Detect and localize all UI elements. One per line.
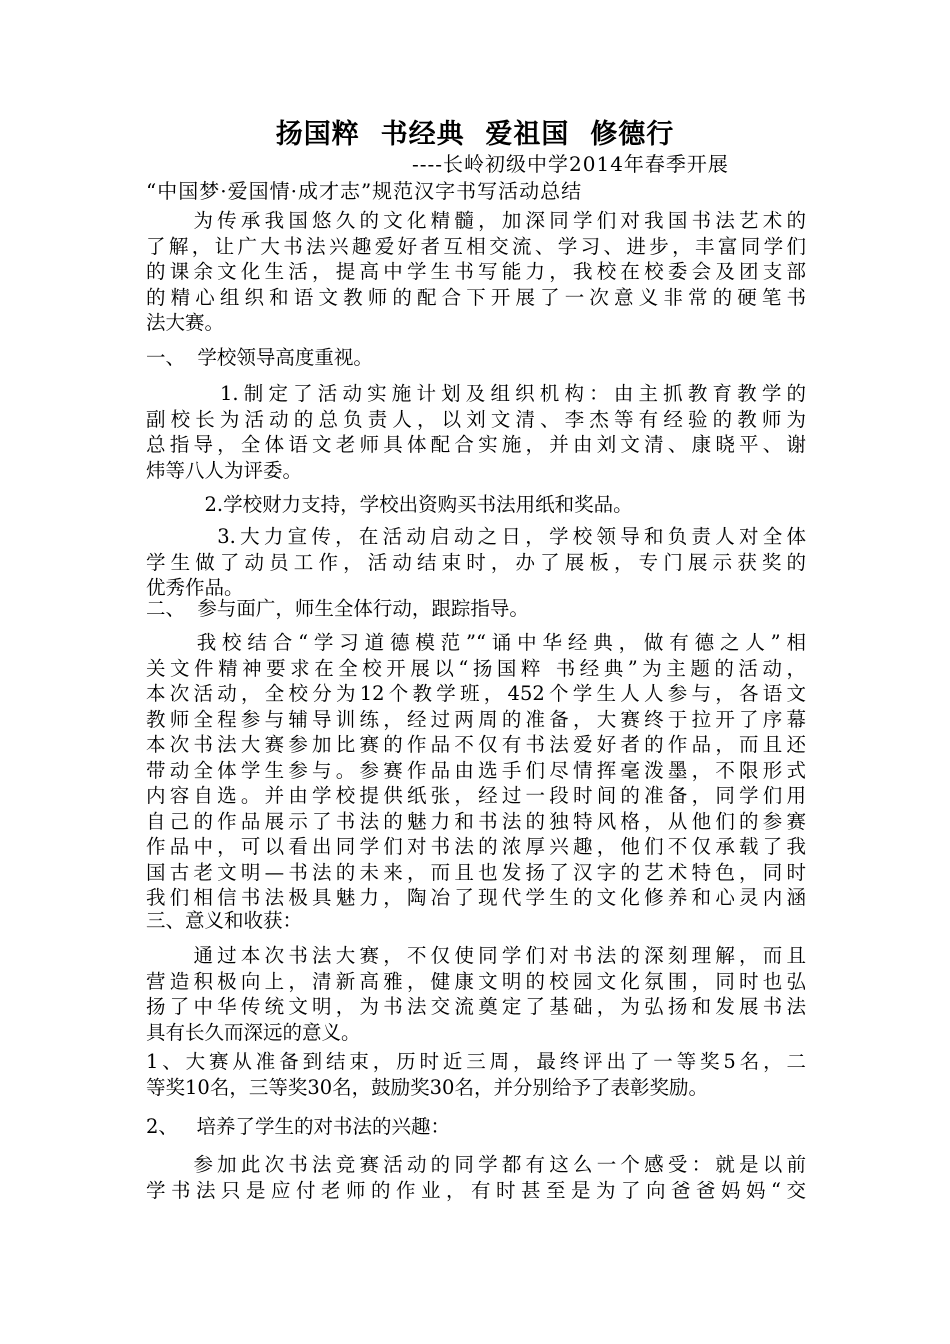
text-line: 等奖10名，三等奖30名，鼓励奖30名，并分别给予了表彰奖励。: [146, 1075, 708, 1099]
section-heading-2: 二、 参与面广，师生全体行动，跟踪指导。: [146, 597, 529, 620]
text-line: 学书法只是应付老师的作业，有时甚至是为了向爸爸妈妈“交: [146, 1178, 806, 1202]
document-subtitle-line1: ----长岭初级中学2014年春季开展: [412, 152, 729, 176]
section-heading-3: 三、意义和收获：: [146, 909, 303, 932]
text-line: 2.学校财力支持，学校出资购买书法用纸和奖品。: [146, 493, 633, 516]
text-line: 为传承我国悠久的文化精髓，加深同学们对我国书法艺术的: [146, 209, 806, 232]
text-line: 关文件精神要求在全校开展以“扬国粹 书经典”为主题的活动，: [146, 656, 806, 680]
text-line: 的精心组织和语文教师的配合下开展了一次意义非常的硬笔书: [146, 285, 806, 309]
text-line: 参加此次书法竞赛活动的同学都有这么一个感受：就是以前: [146, 1153, 806, 1176]
section3-item2-paragraph: [146, 1152, 806, 1203]
text-line: 带动全体学生参与。参赛作品由选手们尽情挥毫泼墨，不限形式: [146, 758, 806, 782]
text-line: 我们相信书法极具魅力，陶冶了现代学生的文化修养和心灵内涵: [146, 886, 806, 909]
section2-paragraph: [146, 630, 806, 911]
text-line: 本次活动，全校分为12个教学班，452个学生人人参与，各语文: [146, 682, 806, 705]
text-line: 优秀作品。: [146, 576, 244, 599]
text-line: 3.大力宣传，在活动启动之日，学校领导和负责人对全体: [146, 525, 806, 548]
section1-item2: [146, 492, 806, 518]
section-heading-1: 一、 学校领导高度重视。: [146, 346, 373, 369]
text-line: 作品中，可以看出同学们对书法的浓厚兴趣，他们不仅承载了我: [146, 835, 806, 858]
text-line: 副校长为活动的总负责人，以刘文清、李杰等有经验的教师为: [146, 407, 806, 431]
section1-item1: [146, 381, 806, 483]
text-line: 炜等八人为评委。: [146, 458, 303, 482]
text-line: 法大赛。: [146, 311, 225, 334]
text-line: 扬了中华传统文明，为书法交流奠定了基础，为弘扬和发展书法: [146, 995, 806, 1018]
intro-paragraph: [146, 208, 806, 336]
text-line: 总指导，全体语文老师具体配合实施，并由刘文清、康晓平、谢: [146, 433, 806, 456]
text-line: 具有长久而深远的意义。: [146, 1020, 361, 1044]
section3-item2-heading: 2、 培养了学生的对书法的兴趣：: [146, 1115, 451, 1138]
text-line: 1.制定了活动实施计划及组织机构：由主抓教育教学的: [146, 382, 806, 405]
text-line: 我校结合“学习道德模范”“诵中华经典，做有德之人”相: [146, 631, 806, 654]
text-line: 的课余文化生活，提高中学生书写能力，我校在校委会及团支部: [146, 260, 806, 283]
text-line: 教师全程参与辅导训练，经过两周的准备，大赛终于拉开了序幕: [146, 707, 806, 731]
text-line: 国古老文明—书法的未来，而且也发扬了汉字的艺术特色，同时: [146, 860, 806, 884]
document-title: 扬国粹 书经典 爱祖国 修德行: [275, 119, 675, 150]
section3-paragraph: [146, 943, 806, 1045]
section3-item1: [146, 1049, 806, 1100]
text-line: 通过本次书法大赛，不仅使同学们对书法的深刻理解，而且: [146, 944, 806, 967]
text-line: 内容自选。并由学校提供纸张，经过一段时间的准备，同学们用: [146, 784, 806, 807]
text-line: 学生做了动员工作，活动结束时，办了展板，专门展示获奖的: [146, 550, 806, 574]
text-line: 了解，让广大书法兴趣爱好者互相交流、学习、进步，丰富同学们: [146, 234, 806, 258]
text-line: 本次书法大赛参加比赛的作品不仅有书法爱好者的作品，而且还: [146, 733, 806, 756]
document-subtitle-line2: “中国梦·爱国情·成才志”规范汉字书写活动总结: [146, 179, 583, 203]
text-line: 自己的作品展示了书法的魅力和书法的独特风格，从他们的参赛: [146, 809, 806, 833]
text-line: 1、大赛从准备到结束，历时近三周，最终评出了一等奖5名，二: [146, 1050, 806, 1073]
section1-item3: [146, 524, 806, 601]
text-line: 营造积极向上，清新高雅，健康文明的校园文化氛围，同时也弘: [146, 969, 806, 993]
